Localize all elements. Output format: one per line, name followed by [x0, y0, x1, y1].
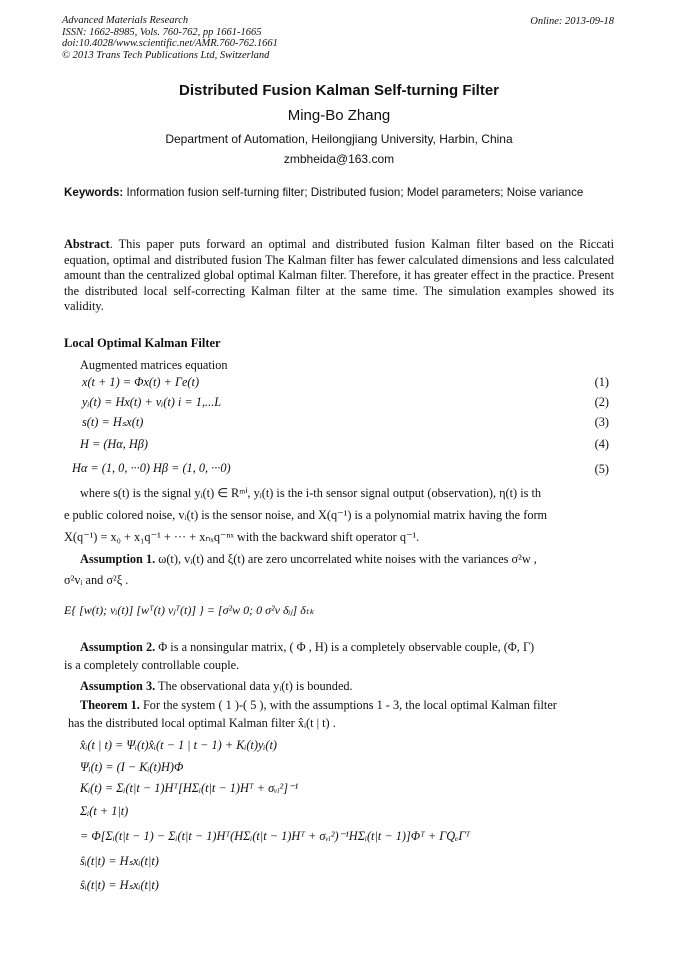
formula-filter-estimate: x̂ᵢ(t | t) = Ψᵢ(t)x̂ᵢ(t − 1 | t − 1) + Kᵢ(t)yᵢ(t) [80, 738, 277, 752]
formula-gain: Kᵢ(t) = Σᵢ(t|t − 1)Hᵀ[HΣᵢ(t|t − 1)Hᵀ + σᵥᵢ²]⁻¹ [80, 781, 299, 795]
equation-1: x(t + 1) = Φx(t) + Γe(t) [82, 375, 200, 389]
assumption-3-text: The observational data yᵢ(t) is bounded. [155, 679, 353, 693]
issn-line: ISSN: 1662-8985, Vols. 760-762, pp 1661-1665 [62, 26, 262, 38]
equation-2-number: (2) [594, 395, 609, 409]
equation-2: yᵢ(t) = Hx(t) + vᵢ(t) i = 1,...L [82, 395, 222, 409]
author-email: zmbheida@163.com [283, 152, 395, 166]
equation-3: s(t) = Hₛx(t) [82, 415, 144, 429]
formula-covariance-rhs: = Φ[Σᵢ(t|t − 1) − Σᵢ(t|t − 1)Hᵀ(HΣᵢ(t|t − 1)Hᵀ + σᵥᵢ²)⁻¹HΣᵢ(t|t − 1)]Φᵀ + ΓQₑΓᵀ [80, 829, 471, 843]
abstract-text: . This paper puts forward an optimal and distributed fusion Kalman filter based on the Riccati equation, optimal and distributed fusion The Kalman filter has fewer calculated dimensions and less calculated amount than the centralized global optimal Kalman filter. Therefore, it has greater effect in the practice. Present the distributed local self-correcting Kalman filter at the same time. The simulation examples showed its validity. [64, 237, 614, 313]
abstract [64, 237, 614, 315]
equation-5-number: (5) [594, 462, 609, 476]
assumption-1-cont: σ²vᵢ and σ²ξ . [64, 573, 129, 587]
theorem-1-cont: has the distributed local optimal Kalman filter x̂ᵢ(t | t) . [68, 716, 336, 730]
doi-line: doi:10.4028/www.scientific.net/AMR.760-762.1661 [62, 38, 278, 49]
where-line-2: e public colored noise, vᵢ(t) is the sensor noise, and X(q⁻¹) is a polynomial matrix having the form [64, 508, 548, 522]
journal-name: Advanced Materials Research [62, 15, 189, 26]
equation-5: Hα = (1, 0, ···0) Hβ = (1, 0, ···0) [72, 461, 231, 475]
formula-signal-estimate-1: ŝᵢ(t|t) = Hₛxᵢ(t|t) [80, 854, 159, 868]
affiliation: Department of Automation, Heilongjiang University, Harbin, China [165, 132, 513, 146]
where-line-1: where s(t) is the signal yᵢ(t) ∈ Rᵐⁱ, yᵢ(t) is the i-th sensor signal output (observation), η(t) is th [80, 486, 542, 500]
equation-4: H = (Hα, Hβ) [80, 437, 149, 451]
assumption-2-cont: is a completely controllable couple. [64, 658, 240, 672]
theorem-1-text: For the system ( 1 )-( 5 ), with the assumptions 1 - 3, the local optimal Kalman filter [139, 698, 557, 712]
theorem-1-label: Theorem 1. [80, 698, 140, 712]
keywords-text: Information fusion self-turning filter; Distributed fusion; Model parameters; Noise variance [123, 186, 584, 199]
augmented-intro: Augmented matrices equation [80, 358, 228, 372]
copyright-line: © 2013 Trans Tech Publications Ltd, Switzerland [62, 49, 270, 61]
assumption-1-text: ω(t), vᵢ(t) and ξ(t) are zero uncorrelated white noises with the variances σ²w , [155, 552, 537, 566]
formula-signal-estimate-2: ŝᵢ(t|t) = Hₛxᵢ(t|t) [80, 878, 159, 892]
section-heading: Local Optimal Kalman Filter [64, 336, 221, 350]
formula-transition: Ψᵢ(t) = (I − Kᵢ(t)H)Φ [80, 760, 184, 774]
covariance-matrix-equation: E{ [w(t); vᵢ(t)] [wᵀ(t) vⱼᵀ(t)] } = [σ²w 0; 0 σ²v δᵢⱼ] δₜₖ [64, 603, 315, 617]
theorem-1 [80, 698, 630, 713]
paper-title: Distributed Fusion Kalman Self-turning Filter [178, 82, 499, 99]
online-date: Online: 2013-09-18 [530, 16, 614, 27]
where-line-3: X(q⁻¹) = x₀ + x₁q⁻¹ + ··· + xₙₓq⁻ⁿˣ with the backward shift operator q⁻¹. [64, 530, 420, 544]
keywords [64, 186, 614, 199]
assumption-3-label: Assumption 3. [80, 679, 156, 693]
author-name: Ming-Bo Zhang [287, 107, 391, 124]
assumption-1-label: Assumption 1. [80, 552, 156, 566]
equation-4-number: (4) [594, 437, 609, 451]
assumption-2-text: Φ is a nonsingular matrix, ( Φ , H) is a completely observable couple, (Φ, Γ) [155, 640, 535, 654]
equation-1-number: (1) [594, 375, 609, 389]
equation-3-number: (3) [594, 415, 609, 429]
formula-covariance-lhs: Σᵢ(t + 1|t) [80, 804, 129, 818]
keywords-label: Keywords: [64, 186, 124, 199]
assumption-1 [80, 552, 630, 567]
assumption-2-label: Assumption 2. [80, 640, 156, 654]
assumption-2 [80, 640, 630, 655]
assumption-3 [80, 679, 630, 694]
abstract-label: Abstract [64, 237, 110, 251]
